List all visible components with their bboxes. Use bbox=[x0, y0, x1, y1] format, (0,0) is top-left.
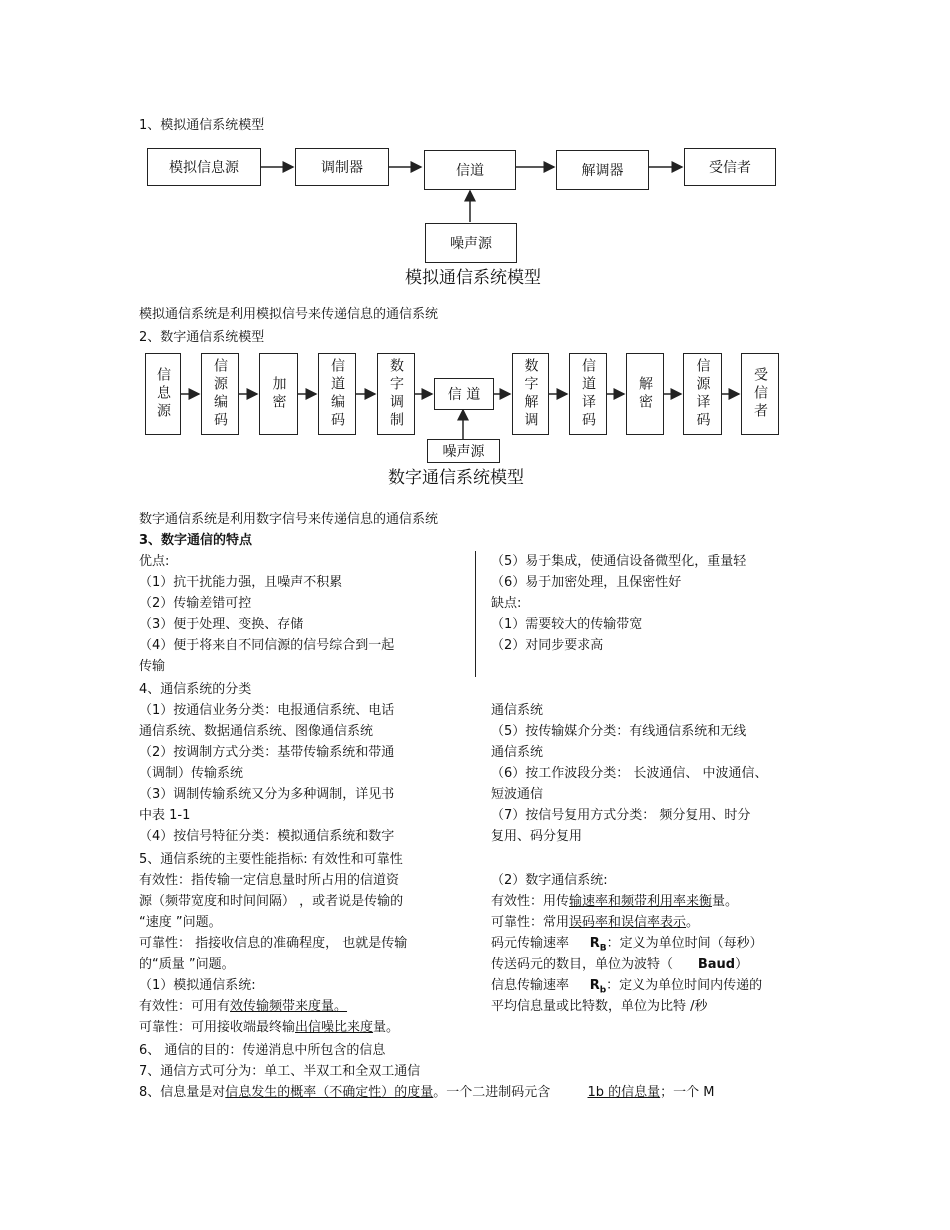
section-1-heading: 1、模拟通信系统模型 bbox=[139, 118, 265, 133]
box-receiver: 受信者 bbox=[684, 148, 776, 186]
box-modulator: 调制器 bbox=[295, 148, 389, 186]
s4-left-line: 中表 1-1 bbox=[139, 808, 191, 823]
section-3-heading: 3、数字通信的特点 bbox=[139, 533, 253, 548]
s3-left-line: 优点: bbox=[139, 554, 170, 569]
s5-left-line: 可靠性： 指接收信息的准确程度， 也就是传输 bbox=[139, 936, 408, 951]
s3-left-line: （1）抗干扰能力强，且噪声不积累 bbox=[139, 575, 343, 590]
s4-left-line: （3）调制传输系统又分为多种调制，详见书 bbox=[139, 787, 395, 802]
s4-left-line: （1）按通信业务分类：电报通信系统、电话 bbox=[139, 703, 395, 718]
s5-left-line: （1）模拟通信系统: bbox=[139, 978, 256, 993]
box-channel: 信道 bbox=[424, 150, 516, 190]
box-channel-coding: 信道编码 bbox=[318, 353, 356, 435]
s5-left-line: “速度 ”问题。 bbox=[139, 915, 222, 930]
section-7: 7、通信方式可分为：单工、半双工和全双工通信 bbox=[139, 1064, 421, 1079]
section-2-heading: 2、数字通信系统模型 bbox=[139, 330, 265, 345]
s3-right-line: （1）需要较大的传输带宽 bbox=[491, 617, 643, 632]
s3-left-line: （2）传输差错可控 bbox=[139, 596, 252, 611]
s5-left-line: 的“质量 ”问题。 bbox=[139, 957, 235, 972]
box-noise-source: 噪声源 bbox=[425, 223, 517, 263]
box-decryption: 解密 bbox=[626, 353, 664, 435]
s4-right-line: 通信系统 bbox=[491, 745, 544, 760]
digital-description: 数字通信系统是利用数字信号来传递信息的通信系统 bbox=[139, 512, 439, 527]
s3-right-line: 缺点: bbox=[491, 596, 522, 611]
box-analog-source: 模拟信息源 bbox=[147, 148, 261, 186]
s5-info-rate-unit: 平均信息量或比特数，单位为比特 /秒 bbox=[491, 999, 708, 1014]
s4-right-line: 短波通信 bbox=[491, 787, 544, 802]
s4-left-line: 通信系统、数据通信系统、图像通信系统 bbox=[139, 724, 374, 739]
box-encryption: 加密 bbox=[259, 353, 298, 435]
box-demodulator: 解调器 bbox=[556, 150, 649, 190]
column-divider bbox=[475, 551, 476, 677]
s5-digital-heading: （2）数字通信系统: bbox=[491, 873, 608, 888]
digital-diagram-caption: 数字通信系统模型 bbox=[388, 468, 524, 488]
s3-left-line: （3）便于处理、变换、存储 bbox=[139, 617, 304, 632]
s3-right-line: （2）对同步要求高 bbox=[491, 638, 604, 653]
box-digital-channel: 信 道 bbox=[434, 378, 494, 410]
analog-description: 模拟通信系统是利用模拟信号来传递信息的通信系统 bbox=[139, 307, 439, 322]
s4-right-line: （5）按传输媒介分类：有线通信系统和无线 bbox=[491, 724, 747, 739]
s3-left-line: 传输 bbox=[139, 659, 166, 674]
s4-left-line: （2）按调制方式分类：基带传输系统和带通 bbox=[139, 745, 395, 760]
box-digital-noise-source: 噪声源 bbox=[427, 439, 500, 463]
s3-left-line: （4）便于将来自不同信源的信号综合到一起 bbox=[139, 638, 395, 653]
section-5-heading: 5、通信系统的主要性能指标: 有效性和可靠性 bbox=[139, 852, 403, 867]
s4-right-line: （7）按信号复用方式分类： 频分复用、时分 bbox=[491, 808, 751, 823]
section-8: 8、信息量是对信息发生的概率（不确定性）的度量。一个二进制码元含 1b 的信息量；一个 M bbox=[139, 1085, 715, 1100]
s5-symbol-rate: 码元传输速率 $R_B$：定义为单位时间（每秒） bbox=[491, 936, 763, 954]
s5-digital-effectiveness: 有效性：用传输速率和频带利用率来衡量。 bbox=[491, 894, 739, 909]
s5-digital-reliability: 可靠性：常用误码率和误信率表示。 bbox=[491, 915, 700, 930]
box-digital-modulation: 数字调制 bbox=[377, 353, 415, 435]
s5-info-rate: 信息传输速率 $R_b$：定义为单位时间内传递的 bbox=[491, 978, 763, 996]
box-digital-receiver: 受信者 bbox=[741, 353, 779, 435]
s5-symbol-rate-unit: 传送码元的数目，单位为波特（ Baud） bbox=[491, 957, 749, 972]
s4-right-line: （6）按工作波段分类： 长波通信、 中波通信、 bbox=[491, 766, 768, 781]
s5-analog-reliability: 可靠性：可用接收端最终输出信噪比来度量。 bbox=[139, 1020, 400, 1035]
s5-left-line: 有效性：指传输一定信息量时所占用的信道资 bbox=[139, 873, 400, 888]
s3-right-line: （5）易于集成，使通信设备微型化，重量轻 bbox=[491, 554, 747, 569]
box-channel-decoding: 信道译码 bbox=[569, 353, 607, 435]
analog-diagram-caption: 模拟通信系统模型 bbox=[405, 268, 541, 288]
section-4-heading: 4、通信系统的分类 bbox=[139, 682, 252, 697]
box-source-coding: 信源编码 bbox=[201, 353, 239, 435]
s4-right-line: 通信系统 bbox=[491, 703, 544, 718]
box-digital-demodulation: 数字解调 bbox=[512, 353, 549, 435]
s4-left-line: （调制）传输系统 bbox=[139, 766, 244, 781]
section-6: 6、 通信的目的：传递消息中所包含的信息 bbox=[139, 1043, 386, 1058]
s4-left-line: （4）按信号特征分类：模拟通信系统和数字 bbox=[139, 829, 395, 844]
s4-right-line: 复用、码分复用 bbox=[491, 829, 583, 844]
s5-left-line: 源（频带宽度和时间间隔） ，或者说是传输的 bbox=[139, 894, 404, 909]
s5-analog-effectiveness: 有效性：可用有效传输频带来度量。 bbox=[139, 999, 348, 1014]
box-source-decoding: 信源译码 bbox=[683, 353, 722, 435]
box-info-source: 信息源 bbox=[145, 353, 181, 435]
s3-right-line: （6）易于加密处理，且保密性好 bbox=[491, 575, 682, 590]
